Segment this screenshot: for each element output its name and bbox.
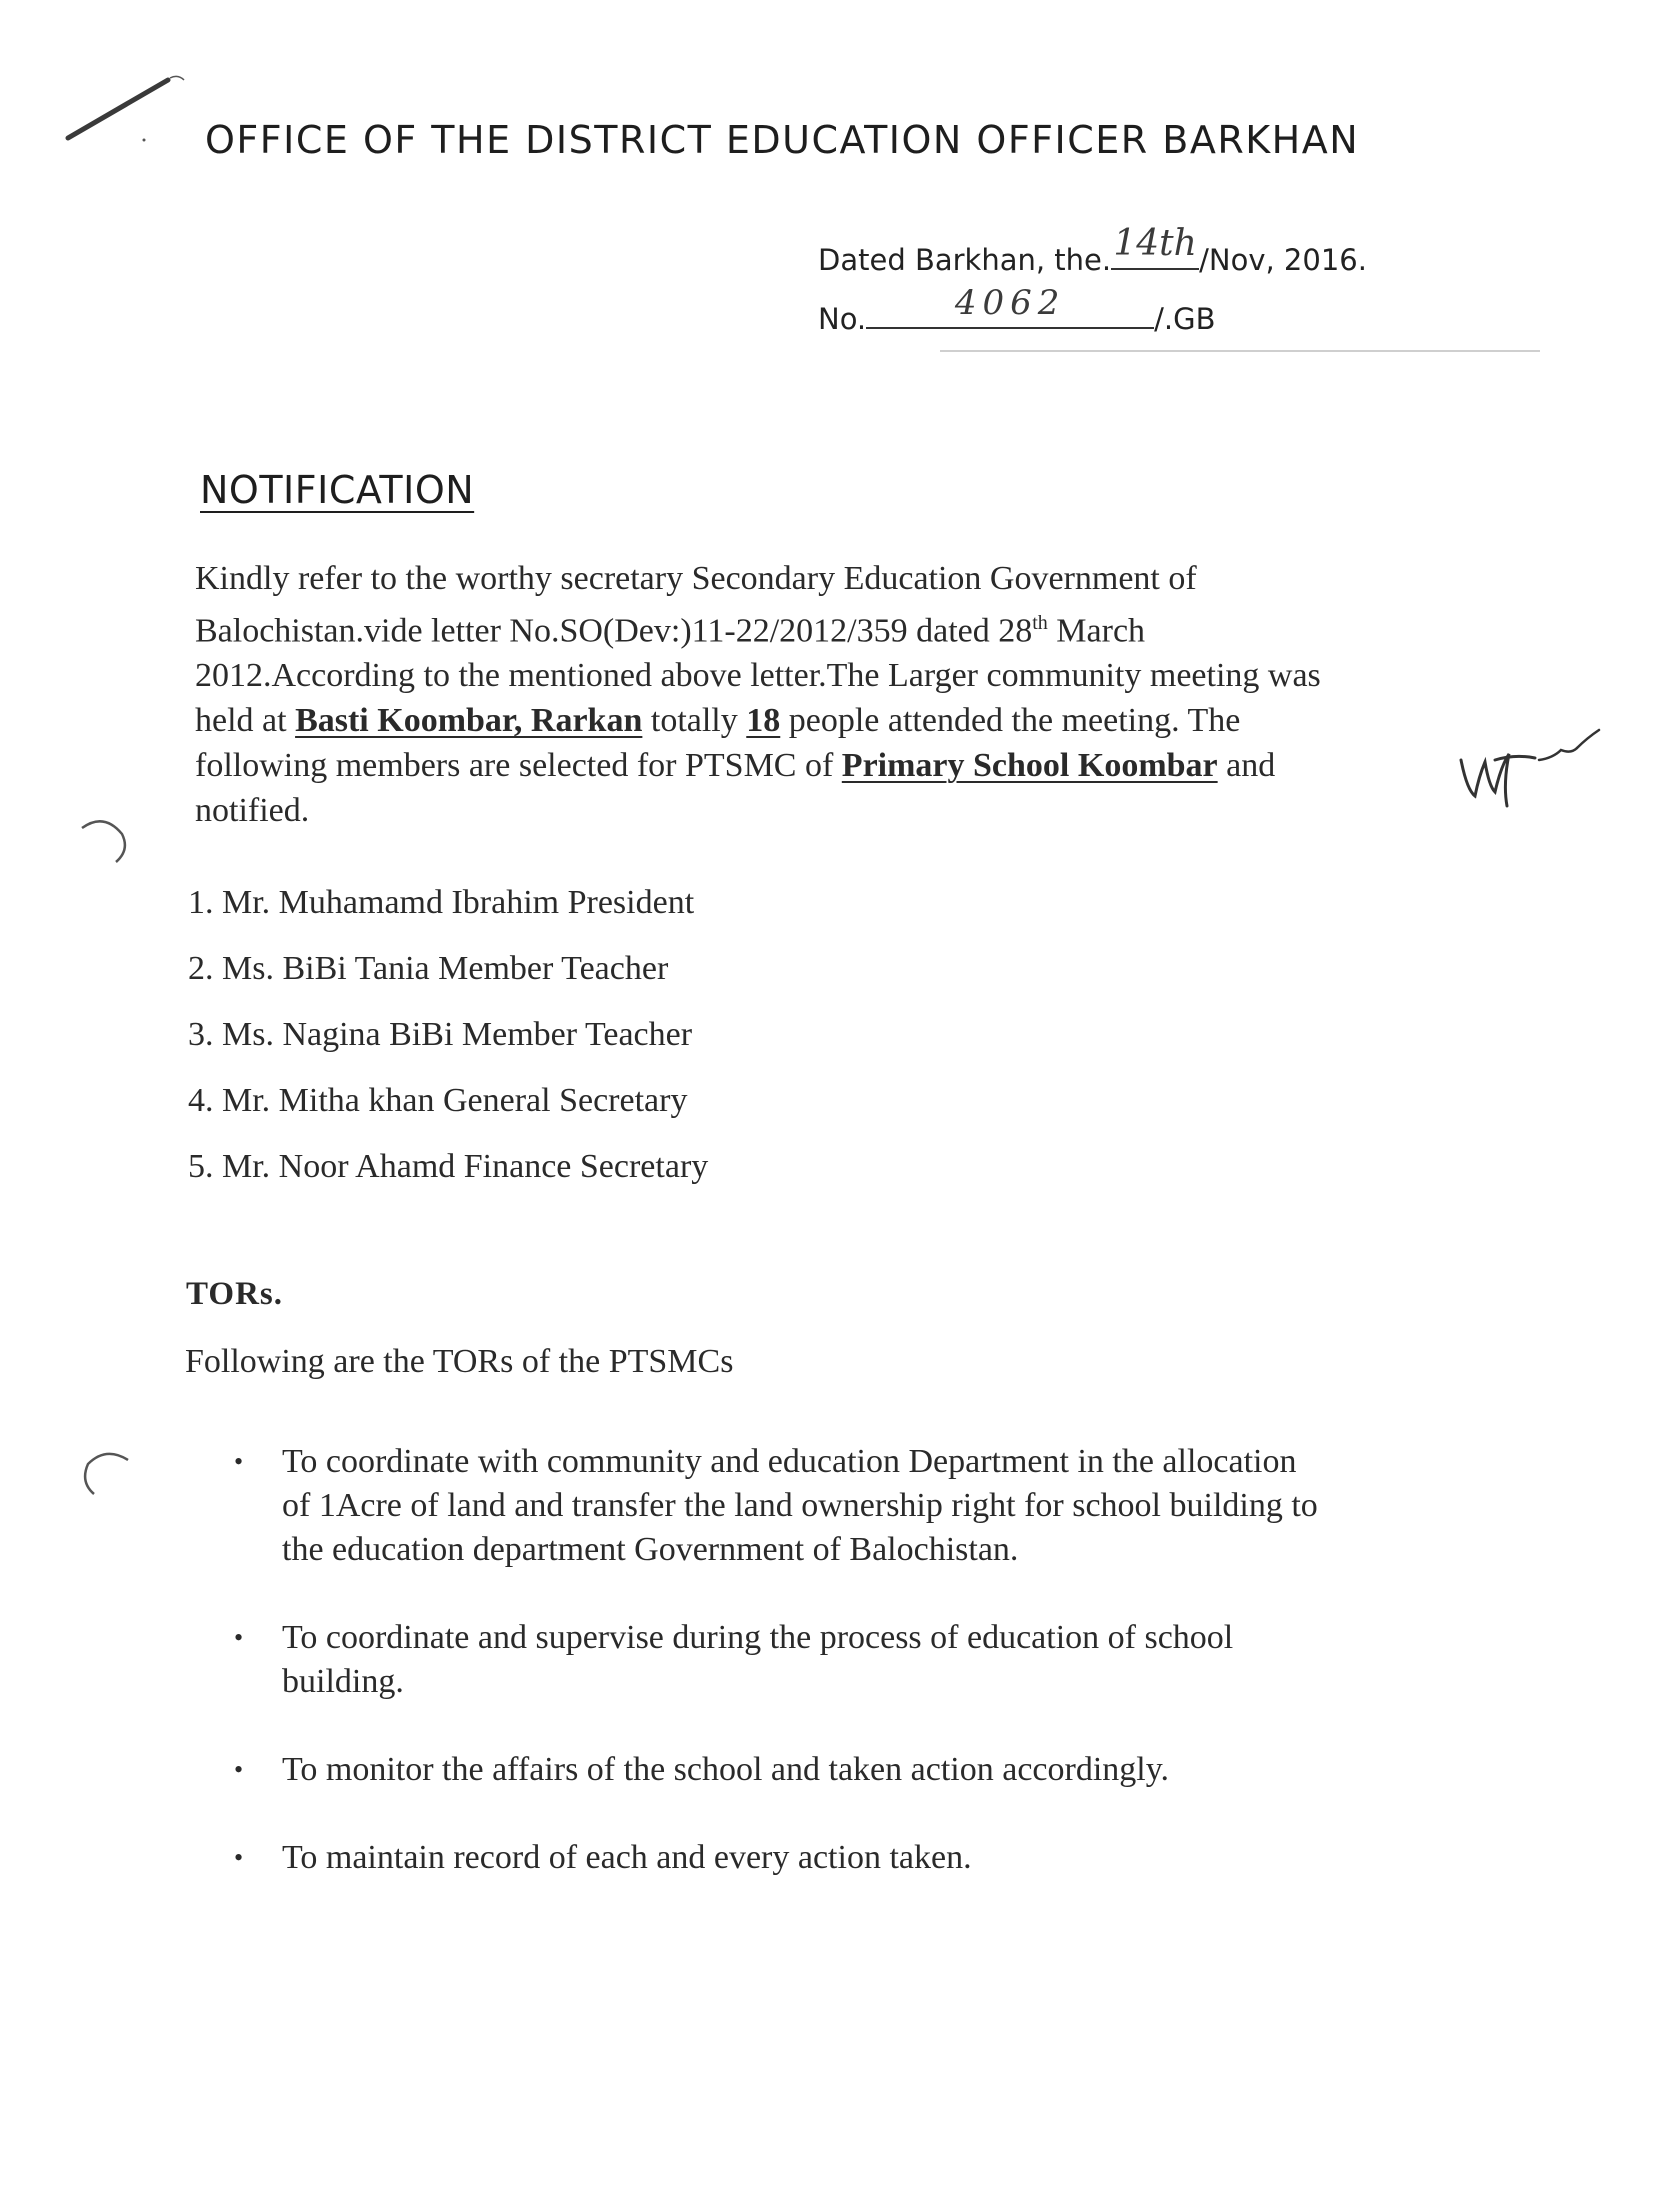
tors-list bbox=[230, 1440, 1530, 1880]
date-blank bbox=[1111, 223, 1199, 270]
attendee-count: 18 bbox=[746, 702, 781, 740]
tors-title: TORs. bbox=[186, 1276, 284, 1312]
notification-title: NOTIFICATION bbox=[200, 468, 475, 512]
tor-line: building. bbox=[282, 1663, 404, 1700]
punch-hole-mark-bottom bbox=[78, 1440, 138, 1510]
letterhead-heading: OFFICE OF THE DISTRICT EDUCATION OFFICER BARKHAN bbox=[205, 118, 1360, 162]
member-item: 2. Ms. BiBi Tania Member Teacher bbox=[188, 950, 669, 987]
tor-item bbox=[230, 1748, 1530, 1792]
tor-line: To monitor the affairs of the school and taken action accordingly. bbox=[282, 1751, 1170, 1788]
ordinal-suffix: th bbox=[1032, 612, 1048, 634]
date-handwritten: 14th bbox=[1113, 223, 1197, 264]
bullet: • bbox=[234, 1843, 244, 1872]
bullet: • bbox=[234, 1623, 244, 1652]
no-suffix: /.GB bbox=[1154, 302, 1216, 336]
tor-item bbox=[230, 1440, 1530, 1572]
paragraph-line-2 bbox=[195, 601, 1505, 653]
member-item: 1. Mr. Muhamamd Ibrahim President bbox=[188, 884, 695, 921]
no-prefix: No. bbox=[818, 302, 867, 336]
paragraph-line-5-b: and bbox=[1217, 747, 1276, 785]
dated-prefix: Dated Barkhan, the. bbox=[818, 243, 1112, 277]
member-list bbox=[188, 878, 708, 1208]
paragraph-line-4-a: held at bbox=[195, 702, 296, 740]
paragraph-line-4-c: people attended the meeting. The bbox=[780, 702, 1241, 740]
paragraph-line-4 bbox=[195, 698, 1505, 743]
member-item: 4. Mr. Mitha khan General Secretary bbox=[188, 1082, 688, 1119]
paragraph-line-2-a: Balochistan.vide letter No.SO(Dev:)11-22/2012/359 dated 28 bbox=[195, 612, 1033, 650]
paragraph-line-6: notified. bbox=[195, 792, 310, 830]
dated-line bbox=[818, 223, 1367, 277]
tor-line: the education department Government of Balochistan. bbox=[282, 1531, 1019, 1568]
meeting-location: Basti Koombar, Rarkan bbox=[295, 702, 643, 740]
number-blank bbox=[866, 283, 1154, 329]
notification-paragraph bbox=[195, 556, 1505, 833]
member-item: 5. Mr. Noor Ahamd Finance Secretary bbox=[188, 1148, 709, 1185]
paragraph-line-4-b: totally bbox=[642, 702, 747, 740]
paragraph-line-5-a: following members are selected for PTSMC of bbox=[195, 747, 842, 785]
tor-line: To maintain record of each and every action taken. bbox=[282, 1839, 972, 1876]
paragraph-line-3: 2012.According to the mentioned above letter.The Larger community meeting was bbox=[195, 657, 1321, 695]
tor-line: To coordinate and supervise during the process of education of school bbox=[282, 1619, 1234, 1656]
tor-line: of 1Acre of land and transfer the land ownership right for school building to bbox=[282, 1487, 1318, 1524]
bullet: • bbox=[234, 1447, 244, 1476]
handwritten-signature bbox=[1455, 720, 1605, 810]
pen-mark bbox=[60, 60, 200, 150]
school-name: Primary School Koombar bbox=[841, 747, 1218, 785]
number-handwritten: 4062 bbox=[954, 283, 1066, 323]
header-scan-line bbox=[940, 350, 1540, 352]
reference-number-line bbox=[818, 283, 1216, 336]
bullet: • bbox=[234, 1755, 244, 1784]
paragraph-line-5 bbox=[195, 743, 1505, 788]
punch-hole-mark-top bbox=[78, 808, 138, 868]
dated-suffix: /Nov, 2016. bbox=[1199, 243, 1367, 277]
tor-line: To coordinate with community and education Department in the allocation bbox=[282, 1443, 1297, 1480]
tor-item bbox=[230, 1836, 1530, 1880]
tor-item bbox=[230, 1616, 1530, 1704]
paragraph-line-1: Kindly refer to the worthy secretary Secondary Education Government of bbox=[195, 560, 1197, 597]
paragraph-line-2-b: March bbox=[1047, 612, 1146, 650]
member-item: 3. Ms. Nagina BiBi Member Teacher bbox=[188, 1016, 693, 1053]
tors-intro: Following are the TORs of the PTSMCs bbox=[185, 1343, 734, 1380]
